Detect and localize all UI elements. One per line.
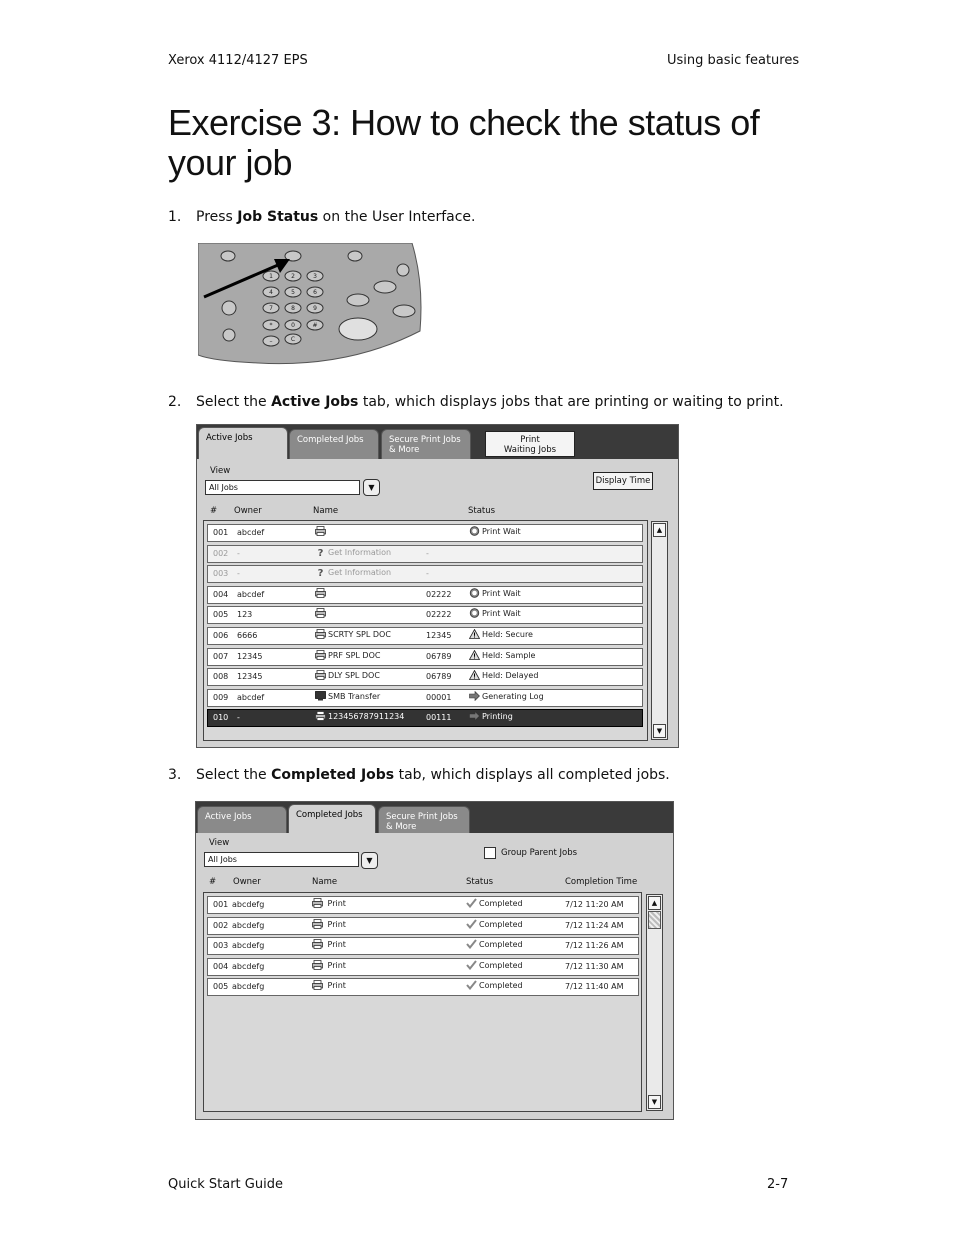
chevron-up-icon: ▲ xyxy=(656,526,663,534)
scroll-down-button[interactable] xyxy=(648,1095,661,1109)
row-completion-time: 7/12 11:26 AM xyxy=(565,941,624,950)
row-owner: 12345 xyxy=(237,651,263,661)
chevron-up-icon: ▲ xyxy=(651,899,658,907)
view-dropdown-button[interactable] xyxy=(363,479,380,496)
row-completion-time: 7/12 11:30 AM xyxy=(565,961,624,971)
table-row[interactable] xyxy=(207,917,639,935)
step-number: 2. xyxy=(168,394,182,410)
row-name: Print xyxy=(312,898,346,908)
row-status: Print Wait xyxy=(469,588,521,598)
row-name: 123456787911234 xyxy=(315,711,404,721)
row-owner: 123 xyxy=(237,610,253,620)
row-status: Held: Delayed xyxy=(469,670,538,680)
step-number: 3. xyxy=(168,767,182,783)
scroll-up-button[interactable] xyxy=(653,523,666,537)
footer-left: Quick Start Guide xyxy=(168,1177,283,1192)
row-completion-time: 7/12 11:24 AM xyxy=(565,920,624,930)
keypad-key-label: – xyxy=(269,338,273,345)
table-row[interactable] xyxy=(207,565,643,583)
row-status: Completed xyxy=(466,980,523,990)
header-right: Using basic features xyxy=(667,53,800,68)
row-number: 003 xyxy=(213,569,229,579)
tab-completed-jobs[interactable]: Completed Jobs xyxy=(289,429,379,459)
keypad-key-label: 5 xyxy=(291,289,295,296)
row-status: Completed xyxy=(466,939,523,949)
step-text: on the User Interface. xyxy=(318,209,476,225)
step-3 xyxy=(168,767,670,783)
row-name: Print xyxy=(312,980,346,990)
table-row[interactable] xyxy=(207,937,639,955)
row-status: Printing xyxy=(469,711,513,721)
step-text: Select the xyxy=(196,394,272,410)
view-dropdown-button[interactable] xyxy=(361,852,378,869)
row-name xyxy=(315,526,328,536)
question-icon xyxy=(315,548,328,557)
printer-icon xyxy=(315,651,328,660)
row-status: Completed xyxy=(466,919,523,929)
chevron-down-icon: ▼ xyxy=(656,727,663,735)
row-number: 006 xyxy=(213,631,229,640)
header-left: Xerox 4112/4127 EPS xyxy=(168,53,308,68)
row-name: Print xyxy=(312,919,346,929)
keypad-key-label: 8 xyxy=(291,305,295,312)
row-name: SCRTY SPL DOC xyxy=(315,629,391,639)
page-title: Exercise 3: How to check the status of your job xyxy=(168,102,760,183)
row-owner: abcdef xyxy=(237,589,265,599)
row-id: 02222 xyxy=(426,610,452,620)
row-owner: abcdef xyxy=(237,528,265,537)
row-status: Completed xyxy=(466,898,523,908)
column-header-owner: Owner xyxy=(234,506,262,516)
step-2 xyxy=(168,394,784,410)
clock-icon xyxy=(469,609,482,618)
row-number: 007 xyxy=(213,651,229,661)
step-keyword: Job Status xyxy=(237,209,319,225)
panel-button xyxy=(397,264,409,276)
completed-jobs-screen xyxy=(195,801,674,1120)
panel-button xyxy=(374,281,396,293)
panel-button xyxy=(348,251,362,261)
warning-icon xyxy=(469,651,482,660)
printer-icon xyxy=(315,527,328,536)
column-header-owner: Owner xyxy=(233,877,261,887)
printer-icon xyxy=(315,630,328,639)
row-number: 004 xyxy=(213,961,229,971)
row-number: 010 xyxy=(213,713,229,723)
printer-icon xyxy=(312,920,325,929)
footer-right: 2-7 xyxy=(767,1177,789,1192)
table-row[interactable] xyxy=(207,627,643,645)
printer-icon xyxy=(315,589,328,598)
table-row[interactable] xyxy=(207,545,643,563)
step-keyword: Completed Jobs xyxy=(271,767,395,783)
row-id: 00001 xyxy=(426,692,452,702)
panel-button xyxy=(393,305,415,317)
panel-button xyxy=(222,301,236,315)
active-jobs-screen xyxy=(196,424,679,748)
chevron-down-icon: ▼ xyxy=(651,1098,658,1106)
keypad-key-label: 6 xyxy=(313,289,317,296)
row-number: 002 xyxy=(213,548,229,558)
arrow-right-icon xyxy=(469,712,482,721)
row-status: Held: Secure xyxy=(469,629,533,639)
clock-icon xyxy=(469,589,482,598)
row-status: Generating Log xyxy=(469,691,544,701)
keypad-key-label: 9 xyxy=(313,305,317,312)
panel-button xyxy=(221,251,235,261)
scroll-down-button[interactable] xyxy=(653,724,666,738)
printer-icon xyxy=(315,671,328,680)
check-icon xyxy=(466,940,479,949)
row-id: - xyxy=(426,548,429,558)
tab-active-jobs[interactable]: Active Jobs xyxy=(197,806,287,833)
row-name: ? Get Information xyxy=(315,567,391,577)
arrow-right-icon xyxy=(469,692,482,701)
row-name: ? Get Information xyxy=(315,547,391,557)
check-icon xyxy=(466,961,479,970)
scrollbar[interactable] xyxy=(646,894,663,1111)
check-icon xyxy=(466,981,479,990)
step-keyword: Active Jobs xyxy=(271,394,359,410)
monitor-icon xyxy=(315,692,328,701)
row-number: 004 xyxy=(213,589,229,599)
keypad-key-label: 7 xyxy=(269,305,273,312)
check-icon xyxy=(466,920,479,929)
row-name xyxy=(315,608,328,618)
row-owner: abcdefg xyxy=(232,982,265,991)
row-owner: - xyxy=(237,548,240,558)
warning-icon xyxy=(469,671,482,680)
table-row[interactable] xyxy=(207,606,643,624)
keypad-key-label: 0 xyxy=(291,322,295,329)
row-number: 005 xyxy=(213,982,229,991)
printer-icon xyxy=(312,899,325,908)
row-owner: abcdefg xyxy=(232,900,265,909)
keypad-key-label: C xyxy=(290,336,296,343)
column-header-status: Status xyxy=(466,877,494,887)
row-owner: abcdefg xyxy=(232,941,265,950)
step-number: 1. xyxy=(168,209,182,225)
row-number: 008 xyxy=(213,672,229,682)
row-name: Print xyxy=(312,960,346,970)
row-id: 00111 xyxy=(426,713,452,723)
row-number: 003 xyxy=(213,941,229,950)
table-row[interactable] xyxy=(207,958,639,976)
check-icon xyxy=(466,899,479,908)
row-owner: abcdefg xyxy=(232,961,265,971)
row-number: 001 xyxy=(213,900,229,909)
table-row[interactable] xyxy=(207,586,643,604)
control-panel-illustration xyxy=(198,243,424,365)
step-text: tab, which displays all completed jobs. xyxy=(394,767,670,783)
keypad-key-label: * xyxy=(269,322,273,329)
group-parent-jobs-label: Group Parent Jobs xyxy=(501,848,578,858)
panel-button xyxy=(223,329,235,341)
table-row[interactable] xyxy=(207,648,643,666)
row-status: Held: Sample xyxy=(469,650,535,660)
view-label: View xyxy=(210,466,231,476)
row-name: SMB Transfer xyxy=(315,691,380,701)
table-row[interactable] xyxy=(207,524,643,542)
step-text: tab, which displays jobs that are printing or waiting to print. xyxy=(358,394,784,410)
row-owner: 12345 xyxy=(237,672,263,682)
view-select[interactable]: All Jobs xyxy=(204,852,359,867)
step-text: Select the xyxy=(196,767,272,783)
row-owner: 6666 xyxy=(237,631,258,640)
clock-icon xyxy=(469,527,482,536)
row-owner: abcdefg xyxy=(232,920,265,930)
table-row[interactable] xyxy=(207,709,643,727)
keypad-key-label: 1 xyxy=(269,273,273,280)
printer-icon xyxy=(312,940,325,949)
printer-icon xyxy=(312,981,325,990)
row-name: PRF SPL DOC xyxy=(315,650,380,660)
keypad-key-label: 4 xyxy=(269,289,273,296)
table-row[interactable] xyxy=(207,978,639,996)
row-id: - xyxy=(426,569,429,579)
column-header-number: # xyxy=(209,877,217,887)
column-header-number: # xyxy=(210,506,218,516)
row-completion-time: 7/12 11:40 AM xyxy=(565,982,624,991)
row-owner: - xyxy=(237,569,240,579)
print-waiting-jobs-button[interactable]: Print Waiting Jobs xyxy=(485,431,575,457)
keypad-key-label: # xyxy=(312,322,318,329)
completed-jobs-list xyxy=(203,892,642,1112)
row-number: 001 xyxy=(213,528,229,537)
column-header-completion-time: Completion Time xyxy=(565,877,638,887)
display-time-button[interactable]: Display Time xyxy=(593,472,653,490)
table-row[interactable] xyxy=(207,689,643,707)
row-id: 06789 xyxy=(426,672,452,682)
column-header-name: Name xyxy=(313,506,339,516)
printer-icon xyxy=(315,712,328,721)
active-jobs-list xyxy=(203,520,648,741)
row-number: 009 xyxy=(213,692,229,702)
chevron-down-icon: ▼ xyxy=(368,483,375,492)
row-status: Completed xyxy=(466,960,523,970)
tab-secure-print-jobs[interactable]: Secure Print Jobs & More xyxy=(378,806,470,833)
keypad-key-label: 3 xyxy=(313,273,317,280)
row-id: 02222 xyxy=(426,589,452,599)
row-name: DLY SPL DOC xyxy=(315,670,380,680)
row-owner: abcdef xyxy=(237,692,265,702)
row-id: 12345 xyxy=(426,631,452,640)
printer-icon xyxy=(315,609,328,618)
table-row[interactable] xyxy=(207,668,643,686)
svg-text:?: ? xyxy=(317,568,324,578)
scroll-thumb[interactable] xyxy=(648,911,661,929)
row-name: Print xyxy=(312,939,346,949)
printer-icon xyxy=(312,961,325,970)
step-text: Press xyxy=(196,209,238,225)
group-parent-jobs-checkbox[interactable] xyxy=(484,847,496,859)
row-number: 005 xyxy=(213,610,229,620)
scroll-up-button[interactable] xyxy=(648,896,661,910)
view-select[interactable]: All Jobs xyxy=(205,480,360,495)
keypad-key-label: 2 xyxy=(291,273,295,280)
chevron-down-icon: ▼ xyxy=(366,856,373,865)
column-header-name: Name xyxy=(312,877,338,887)
table-row[interactable] xyxy=(207,896,639,914)
start-button xyxy=(339,318,377,340)
column-header-status: Status xyxy=(468,506,496,516)
panel-button xyxy=(347,294,369,306)
row-owner: - xyxy=(237,713,240,723)
tab-active-jobs[interactable]: Active Jobs xyxy=(198,427,288,459)
row-id: 06789 xyxy=(426,651,452,661)
question-icon xyxy=(315,568,328,577)
scrollbar[interactable] xyxy=(651,521,668,740)
row-status: Print Wait xyxy=(469,608,521,618)
row-status: Print Wait xyxy=(469,526,521,536)
view-label: View xyxy=(209,838,230,848)
svg-text:?: ? xyxy=(317,547,324,557)
step-1 xyxy=(168,209,476,225)
row-completion-time: 7/12 11:20 AM xyxy=(565,900,624,909)
row-number: 002 xyxy=(213,920,229,930)
row-name xyxy=(315,588,328,598)
tab-completed-jobs[interactable]: Completed Jobs xyxy=(288,804,376,833)
tab-secure-print-jobs[interactable]: Secure Print Jobs & More xyxy=(381,429,471,459)
warning-icon xyxy=(469,630,482,639)
